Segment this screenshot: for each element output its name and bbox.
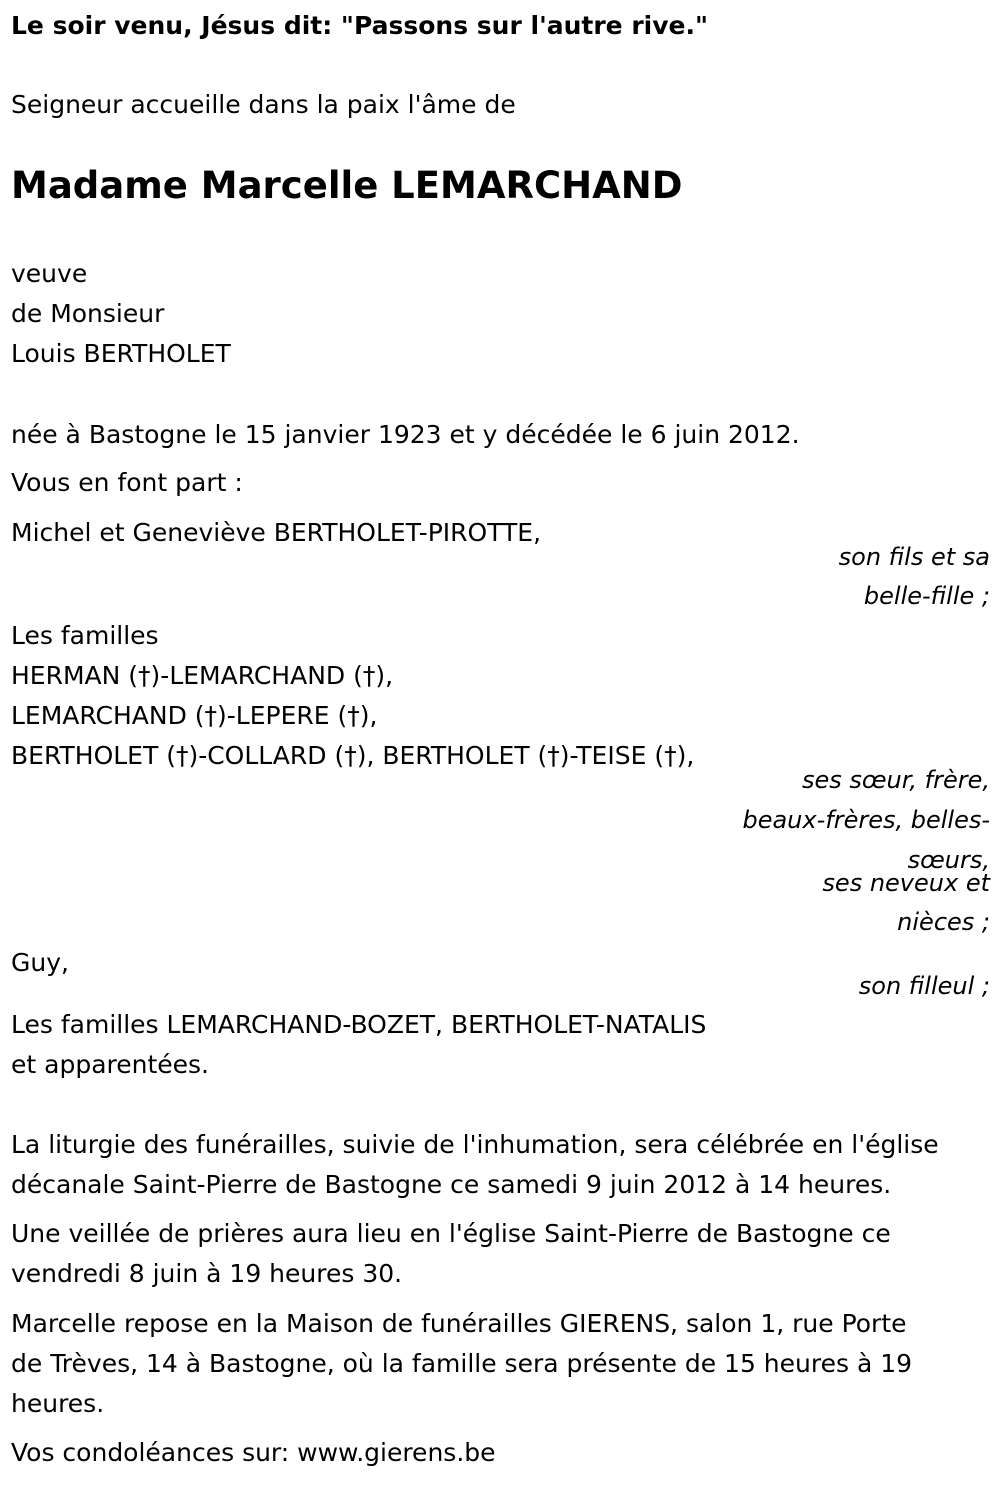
repose-line-3: heures. — [11, 1389, 105, 1418]
godson-name: Guy, — [11, 948, 69, 977]
widow-line-2: de Monsieur — [11, 299, 165, 328]
families-line-2: LEMARCHAND (†)-LEPERE (†), — [11, 701, 378, 730]
families-line-3: BERTHOLET (†)-COLLARD (†), BERTHOLET (†)-TEISE (†), — [11, 741, 695, 770]
siblings-relation-2: beaux-frères, belles- — [742, 806, 990, 834]
nephews-relation-2: nièces ; — [897, 908, 990, 936]
son-relation-1: son fils et sa — [838, 543, 990, 571]
announce-text: Vous en font part : — [11, 468, 243, 497]
vigil-line-1: Une veillée de prières aura lieu en l'église Saint-Pierre de Bastogne ce — [11, 1219, 891, 1248]
widow-line-1: veuve — [11, 259, 88, 288]
repose-line-1: Marcelle repose en la Maison de funérailles GIERENS, salon 1, rue Porte — [11, 1309, 907, 1338]
other-families-line-2: et apparentées. — [11, 1050, 209, 1079]
liturgy-line-2: décanale Saint-Pierre de Bastogne ce samedi 9 juin 2012 à 14 heures. — [11, 1170, 892, 1199]
intro-text: Seigneur accueille dans la paix l'âme de — [11, 90, 516, 119]
son-relation-2: belle-fille ; — [863, 582, 990, 610]
liturgy-line-1: La liturgie des funérailles, suivie de l'inhumation, sera célébrée en l'église — [11, 1130, 939, 1159]
vigil-line-2: vendredi 8 juin à 19 heures 30. — [11, 1259, 403, 1288]
godson-relation: son filleul ; — [858, 972, 990, 1000]
birth-death-text: née à Bastogne le 15 janvier 1923 et y décédée le 6 juin 2012. — [11, 420, 800, 449]
condolences-text: Vos condoléances sur: www.gierens.be — [11, 1438, 496, 1467]
siblings-relation-3: sœurs, — [907, 846, 990, 874]
families-label: Les familles — [11, 621, 159, 650]
families-line-1: HERMAN (†)-LEMARCHAND (†), — [11, 661, 394, 690]
son-line: Michel et Geneviève BERTHOLET-PIROTTE, — [11, 518, 542, 547]
bible-quote: Le soir venu, Jésus dit: "Passons sur l'autre rive." — [11, 11, 709, 40]
widow-line-3: Louis BERTHOLET — [11, 339, 231, 368]
nephews-relation-1: ses neveux et — [822, 869, 990, 897]
deceased-name: Madame Marcelle LEMARCHAND — [11, 164, 683, 207]
siblings-relation-1: ses sœur, frère, — [801, 766, 990, 794]
repose-line-2: de Trèves, 14 à Bastogne, où la famille sera présente de 15 heures à 19 — [11, 1349, 913, 1378]
other-families-line-1: Les familles LEMARCHAND-BOZET, BERTHOLET-NATALIS — [11, 1010, 707, 1039]
